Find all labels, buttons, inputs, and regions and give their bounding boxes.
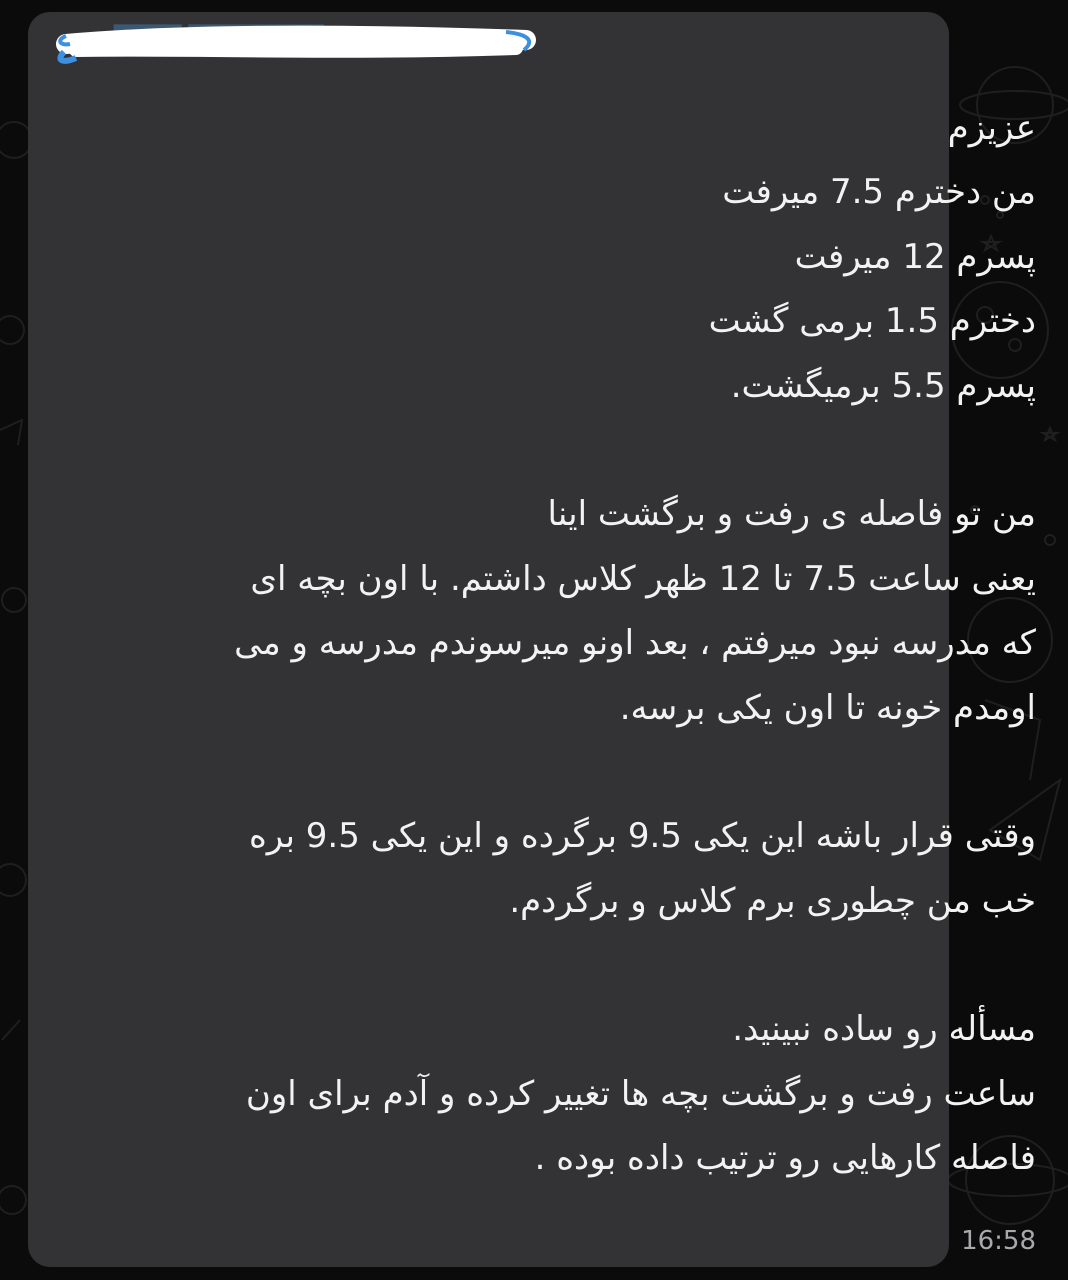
message-blank-line — [196, 740, 1036, 804]
message-line: عزیزم — [947, 108, 1036, 148]
message-line: اومدم خونه تا اون یکی برسه. — [619, 687, 1036, 728]
reply-author-redacted: ████████ ████ — [114, 26, 325, 51]
redaction-scribble — [36, 18, 536, 68]
message-line: من دخترم 7.5 میرفت — [722, 172, 1036, 213]
reply-quote[interactable] — [36, 18, 506, 52]
message-line: یعنی ساعت 7.5 تا 12 ظهر کلاس داشتم. با اون بچه ای — [250, 558, 1036, 599]
message-body — [196, 96, 1036, 1191]
message-line: وقتی قرار باشه این یکی 9.5 برگرده و این یکی 9.5 بره — [248, 816, 1036, 857]
message-blank-line — [196, 418, 1036, 482]
message-line: دخترم 1.5 برمی گشت — [708, 301, 1036, 342]
message-line: مسأله رو ساده نبینید. — [732, 1009, 1036, 1050]
message-line: ساعت رفت و برگشت بچه ها تغییر کرده و آدم برای اون — [245, 1073, 1036, 1114]
message-line: که مدرسه نبود میرفتم ، بعد اونو میرسوندم مدرسه و می — [234, 623, 1036, 664]
message-line: پسرم 12 میرفت — [794, 236, 1036, 277]
message-line: خب من چطوری برم کلاس و برگردم. — [509, 880, 1036, 921]
message-line: من تو فاصله ی رفت و برگشت اینا — [547, 494, 1036, 535]
message-line: پسرم 5.5 برمیگشت. — [730, 365, 1036, 406]
message-blank-line — [196, 933, 1036, 997]
message-line: فاصله کارهایی رو ترتیب داده بوده . — [534, 1138, 1036, 1179]
message-time: 16:58 — [961, 1226, 1036, 1256]
